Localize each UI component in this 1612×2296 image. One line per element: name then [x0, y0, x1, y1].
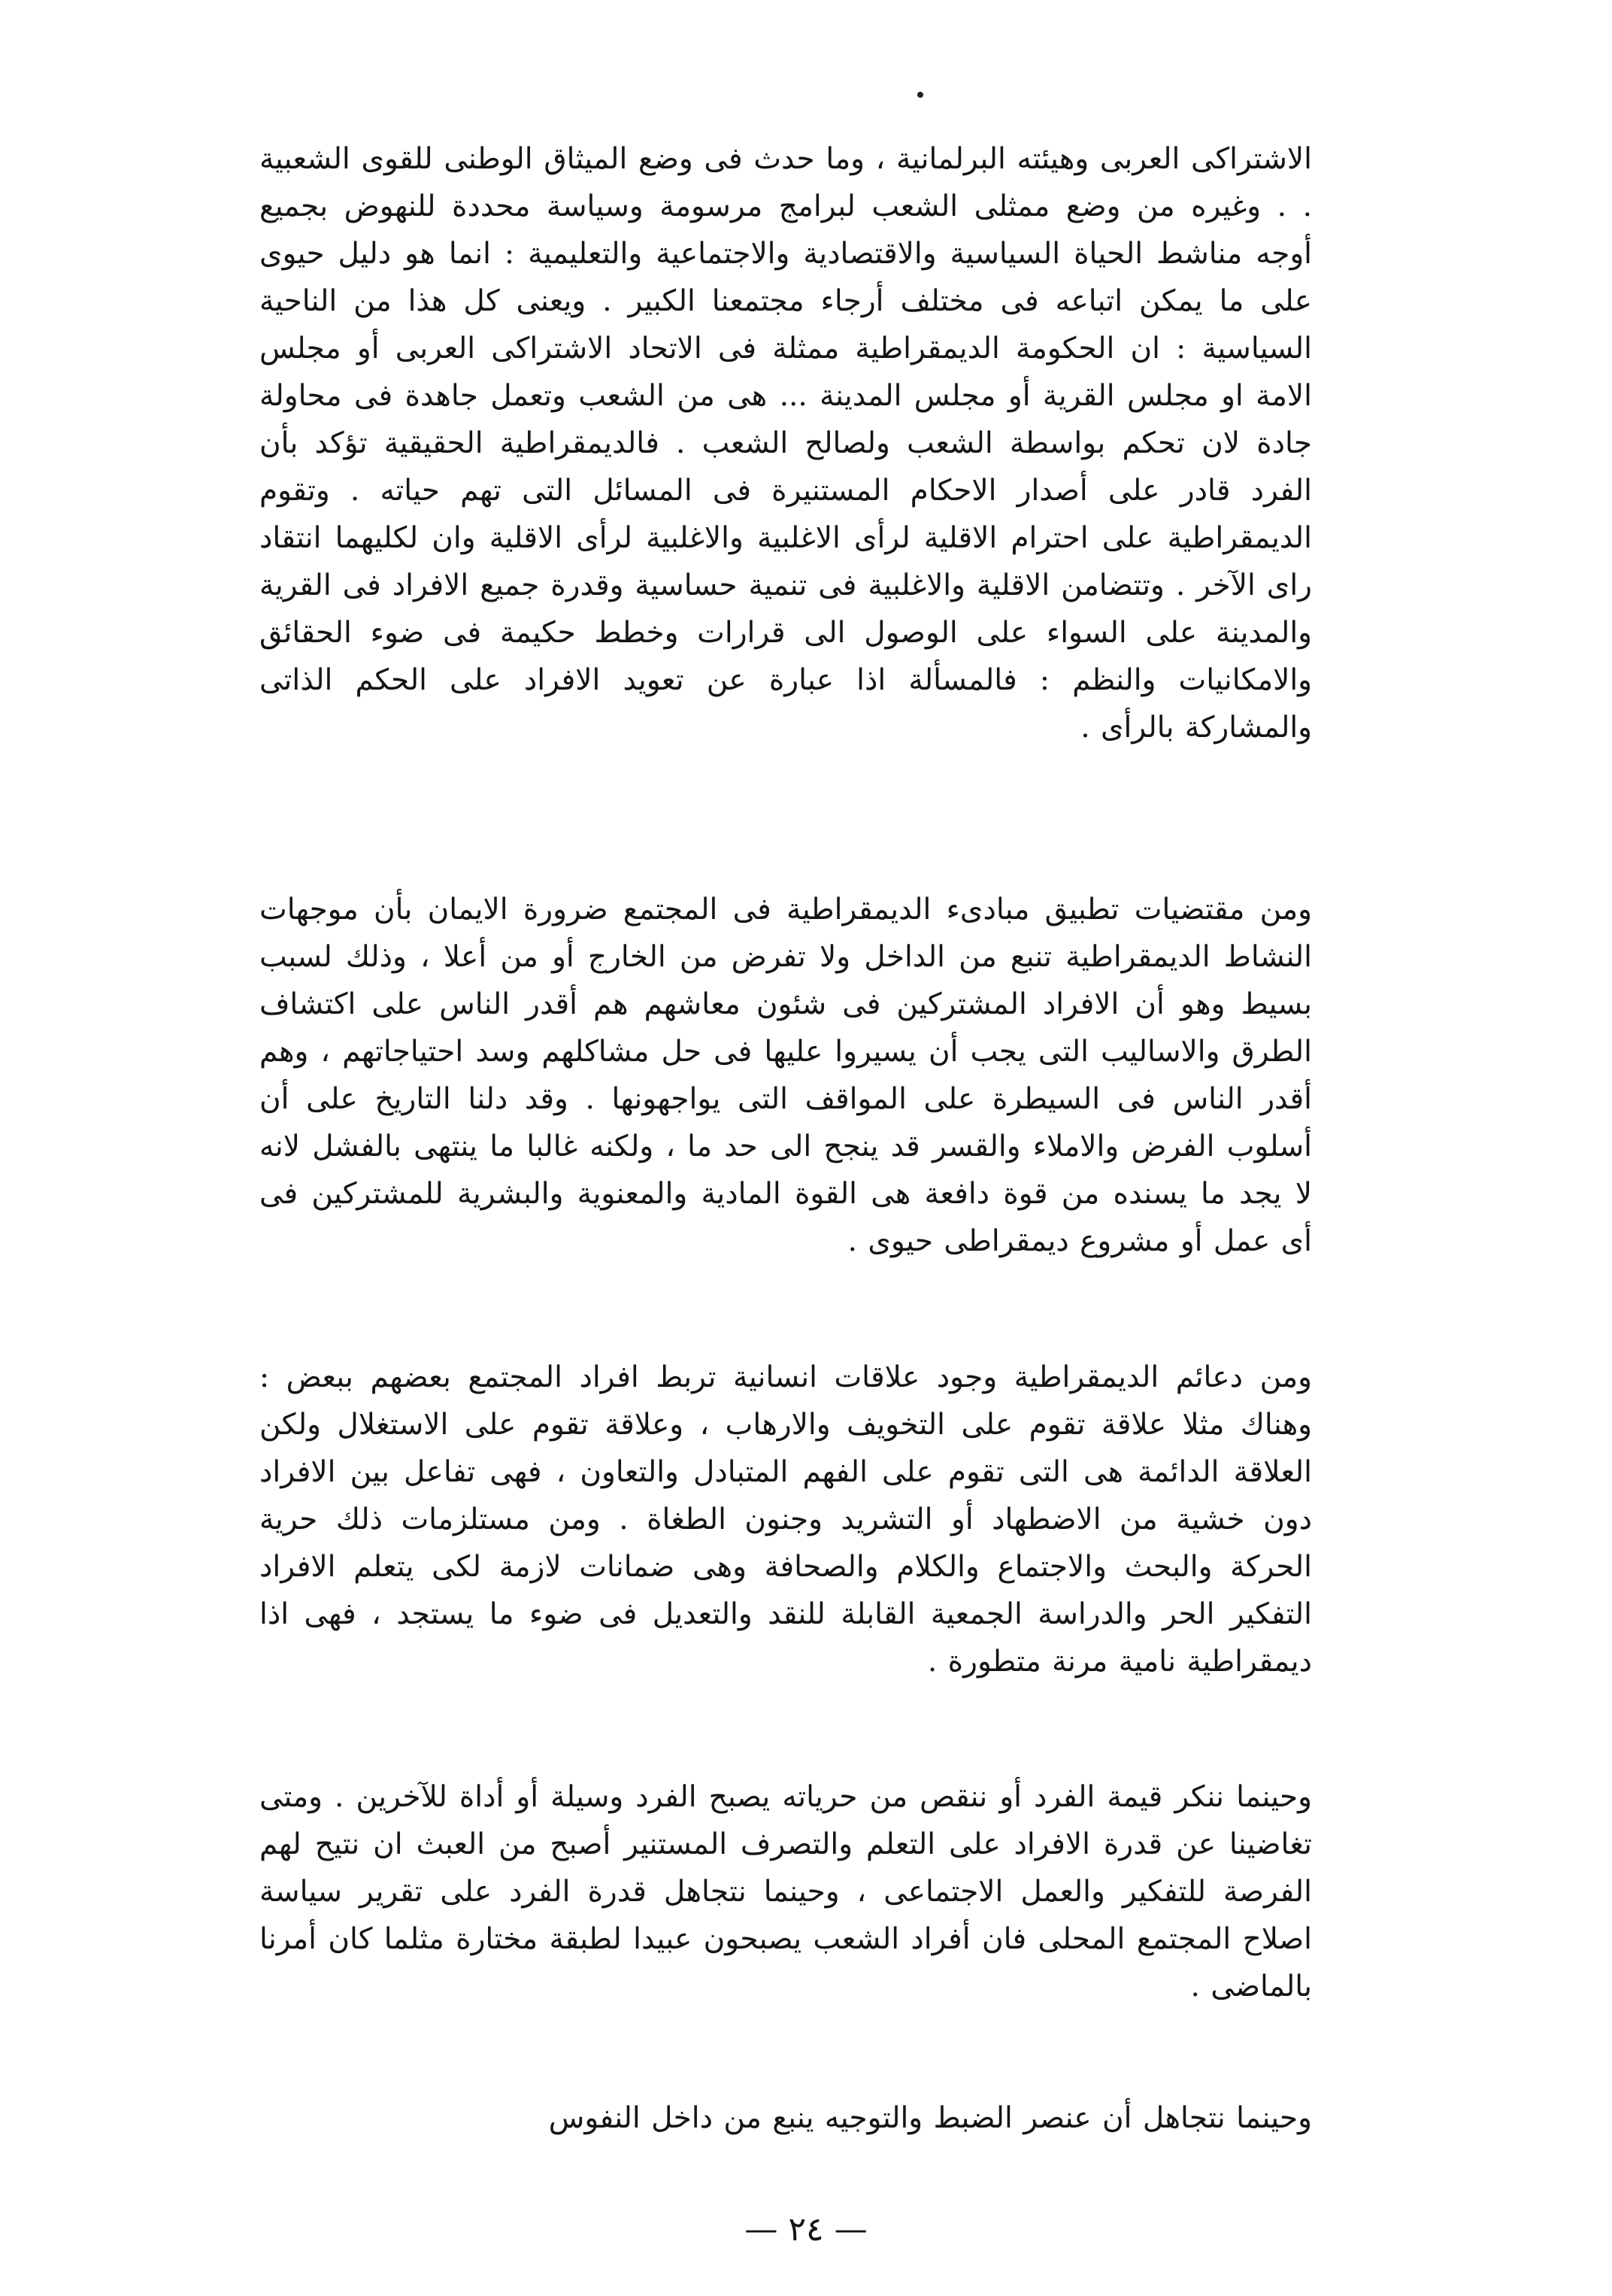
paragraph-1: الاشتراكى العربى وهيئته البرلمانية ، وما حدث فى وضع الميثاق الوطنى للقوى الشعبية . . وغيره من وضع ممثلى الشعب لبرامج مرسومة وسياسة محددة للنهوض بجميع أوجه مناشط الحياة السياسية والاقتصادية والاجتماعية والتعليمية : انما هو دليل حيوى على ما يمكن اتباعه فى مختلف أرجاء مجتمعنا الكبير . ويعنى كل هذا من الناحية السياسية : ان الحكومة الديمقراطية ممثلة فى الاتحاد الاشتراكى العربى أو مجلس الامة او مجلس القرية أو مجلس المدينة ... هى من الشعب وتعمل جاهدة فى محاولة جادة لان تحكم بواسطة الشعب ولصالح الشعب . فالديمقراطية الحقيقية تؤكد بأن الفرد قادر على أصدار الاحكام المستنيرة فى المسائل التى تهم حياته . وتقوم الديمقراطية على احترام الاقلية لرأى الاغلبية والاغلبية لرأى الاقلية وان لكليهما انتقاد راى الآخر . وتتضامن الاقلية والاغلبية فى تنمية حساسية وقدرة جميع الافراد فى القرية والمدينة على السواء على الوصول الى قرارات وخطط حكيمة فى ضوء الحقائق والامكانيات والنظم : فالمسألة اذا عبارة عن تعويد الافراد على الحكم الذاتى والمشاركة بالرأى . [259, 142, 1312, 745]
paragraph-2: ومن مقتضيات تطبيق مبادىء الديمقراطية فى المجتمع ضرورة الايمان بأن موجهات النشاط الديمقراطية تنبع من الداخل ولا تفرض من الخارج أو من أعلا ، وذلك لسبب بسيط وهو أن الافراد المشتركين فى شئون معاشهم هم أقدر الناس على اكتشاف الطرق والاساليب التى يجب أن يسيروا عليها فى حل مشاكلهم وسد احتياجاتهم ، وهم أقدر الناس فى السيطرة على المواقف التى يواجهونها . وقد دلنا التاريخ على أن أسلوب الفرض والاملاء والقسر قد ينجح الى حد ما ، ولكنه غالبا ما ينتهى بالفشل لانه لا يجد ما يسنده من قوة دافعة هى القوة المادية والمعنوية والبشرية للمشتركين فى أى عمل أو مشروع ديمقراطى حيوى . [259, 893, 1312, 1258]
paragraph-4: وحينما ننكر قيمة الفرد أو ننقص من حرياته يصبح الفرد وسيلة أو أداة للآخرين . ومتى تغاضينا عن قدرة الافراد على التعلم والتصرف المستنير أصبح من العبث ان نتيح لهم الفرصة للتفكير والعمل الاجتماعى ، وحينما نتجاهل قدرة الفرد على تقرير سياسة اصلاح المجتمع المحلى فان أفراد الشعب يصبحون عبيدا لطبقة مختارة مثلما كان أمرنا بالماضى . [259, 1780, 1312, 2003]
page-number: — ٢٤ — [744, 2210, 868, 2249]
paragraph-3: ومن دعائم الديمقراطية وجود علاقات انسانية تربط افراد المجتمع بعضهم ببعض : وهناك مثلا علاقة تقوم على التخويف والارهاب ، وعلاقة تقوم على الاستغلال ولكن العلاقة الدائمة هى التى تقوم على الفهم المتبادل والتعاون ، فهى تفاعل بين الافراد دون خشية من الاضطهاد أو التشريد وجنون الطغاة . ومن مستلزمات ذلك حرية الحركة والبحث والاجتماع والكلام والصحافة وهى ضمانات لازمة لكى يتعلم الافراد التفكير الحر والدراسة الجمعية القابلة للنقد والتعديل فى ضوء ما يستجد ، فهى اذا ديمقراطية نامية مرنة متطورة . [259, 1360, 1312, 1679]
paragraph-5: وحينما نتجاهل أن عنصر الضبط والتوجيه ينبع من داخل النفوس [548, 2101, 1312, 2135]
top-dot-mark [917, 92, 923, 98]
